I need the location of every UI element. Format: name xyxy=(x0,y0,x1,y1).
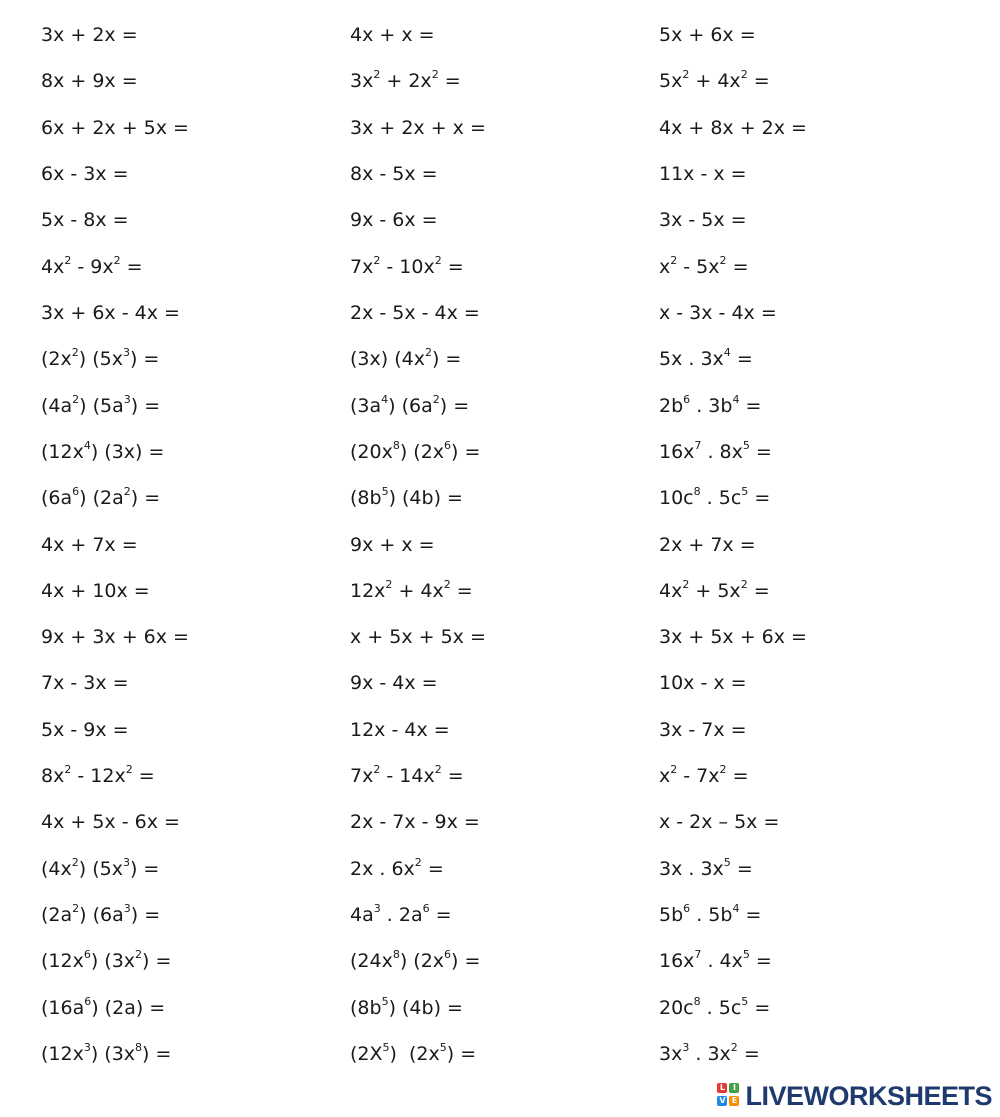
exercise-expression: x + 5x + 5x = xyxy=(350,626,486,648)
exercise-expression: 9x + 3x + 6x = xyxy=(41,626,189,648)
exercise-expression: 5x + 6x = xyxy=(659,24,756,46)
exercise-expression: $4x^2 + 5x^2$ = xyxy=(659,577,770,602)
exercise-row xyxy=(0,576,1000,606)
exercise-expression: $10c^8$ . $5c^5$ = xyxy=(659,484,771,509)
exercise-expression: $(12x^6) (3x^2)$ = xyxy=(41,947,172,972)
exercise-row xyxy=(0,159,1000,189)
exercise-expression: 8x + 9x = xyxy=(41,70,138,92)
exercise-row xyxy=(0,807,1000,837)
exercise-expression: $(2x^2) (5x^3)$ = xyxy=(41,345,160,370)
exercise-expression: (3x) $(4x^2)$ = xyxy=(350,345,462,370)
exercise-row xyxy=(0,344,1000,374)
exercise-row xyxy=(0,113,1000,143)
exercise-expression: 5x - 9x = xyxy=(41,719,129,741)
exercise-expression: 4x + 10x = xyxy=(41,580,150,602)
exercise-expression: $16x^7$ . $8x^5$ = xyxy=(659,438,772,463)
exercise-expression: 4x + 8x + 2x = xyxy=(659,117,807,139)
exercise-expression: 2x + 7x = xyxy=(659,534,756,556)
exercise-expression: $(8b^5) (4b)$ = xyxy=(350,994,463,1019)
exercise-expression: 5x - 8x = xyxy=(41,209,129,231)
exercise-expression: 3x + 2x + x = xyxy=(350,117,486,139)
exercise-expression: $(12x^3) (3x^8)$ = xyxy=(41,1040,172,1065)
exercise-row xyxy=(0,391,1000,421)
exercise-row xyxy=(0,483,1000,513)
exercise-expression: 3x - 7x = xyxy=(659,719,747,741)
exercise-expression: $(24x^8) (2x^6)$ = xyxy=(350,947,481,972)
exercise-expression: 8x - 5x = xyxy=(350,163,438,185)
exercise-expression: 3x + 2x = xyxy=(41,24,138,46)
exercise-expression: 9x - 4x = xyxy=(350,672,438,694)
liveworksheets-brand xyxy=(717,1079,992,1113)
exercise-expression: 2x - 7x - 9x = xyxy=(350,811,480,833)
exercise-row xyxy=(0,205,1000,235)
exercise-row xyxy=(0,298,1000,328)
exercise-expression: $x^2 - 7x^2$ = xyxy=(659,762,749,787)
exercise-expression: $12x^2 + 4x^2$ = xyxy=(350,577,473,602)
brand-name: LIVEWORKSHEETS xyxy=(745,1080,992,1111)
exercise-expression: 5x . $3x^4$ = xyxy=(659,345,753,370)
exercise-expression: x - 3x - 4x = xyxy=(659,302,777,324)
exercise-expression: 3x + 6x - 4x = xyxy=(41,302,180,324)
exercise-row xyxy=(0,1039,1000,1069)
exercise-expression: $(6a^6) (2a^2)$ = xyxy=(41,484,161,509)
exercise-expression: $5b^6$ . $5b^4$ = xyxy=(659,901,762,926)
exercise-expression: 6x - 3x = xyxy=(41,163,129,185)
exercise-row xyxy=(0,20,1000,50)
exercise-expression: 3x + 5x + 6x = xyxy=(659,626,807,648)
exercise-row xyxy=(0,622,1000,652)
exercise-expression: 2x - 5x - 4x = xyxy=(350,302,480,324)
exercise-expression: 6x + 2x + 5x = xyxy=(41,117,189,139)
exercise-expression: 3x - 5x = xyxy=(659,209,747,231)
exercise-expression: $(2a^2) (6a^3)$ = xyxy=(41,901,161,926)
exercise-expression: $(2X^5) (2x^5)$ = xyxy=(350,1040,477,1065)
exercise-expression: 11x - x = xyxy=(659,163,747,185)
exercise-expression: $(4a^2) (5a^3)$ = xyxy=(41,392,161,417)
exercise-expression: $3x^2 + 2x^2$ = xyxy=(350,67,461,92)
exercise-row xyxy=(0,946,1000,976)
exercise-row xyxy=(0,854,1000,884)
exercise-expression: $4a^3$ . $2a^6$ = xyxy=(350,901,452,926)
exercise-row xyxy=(0,900,1000,930)
exercise-expression: $(20x^8) (2x^6)$ = xyxy=(350,438,481,463)
exercise-row xyxy=(0,993,1000,1023)
exercise-expression: 2x . $6x^2$ = xyxy=(350,855,444,880)
exercise-row xyxy=(0,715,1000,745)
exercise-row xyxy=(0,252,1000,282)
exercise-expression: 7x - 3x = xyxy=(41,672,129,694)
exercise-expression: $x^2 - 5x^2$ = xyxy=(659,253,749,278)
exercise-expression: 10x - x = xyxy=(659,672,747,694)
liveworksheets-logo-icon: L I V E xyxy=(717,1083,741,1109)
exercise-expression: $4x^2 - 9x^2$ = xyxy=(41,253,143,278)
exercise-expression: 4x + x = xyxy=(350,24,435,46)
exercise-expression: $(4x^2) (5x^3)$ = xyxy=(41,855,160,880)
exercise-expression: $20c^8$ . $5c^5$ = xyxy=(659,994,771,1019)
exercise-expression: $16x^7$ . $4x^5$ = xyxy=(659,947,772,972)
exercise-expression: $3x^3$ . $3x^2$ = xyxy=(659,1040,760,1065)
exercise-row xyxy=(0,761,1000,791)
exercise-expression: $(12x^4) (3x)$ = xyxy=(41,438,165,463)
exercise-row xyxy=(0,66,1000,96)
exercise-expression: 12x - 4x = xyxy=(350,719,450,741)
exercise-row xyxy=(0,437,1000,467)
exercise-expression: 9x - 6x = xyxy=(350,209,438,231)
exercise-expression: $7x^2 - 10x^2$ = xyxy=(350,253,464,278)
exercise-expression: $7x^2 - 14x^2$ = xyxy=(350,762,464,787)
exercise-expression: $(8b^5) (4b)$ = xyxy=(350,484,463,509)
exercise-row xyxy=(0,668,1000,698)
exercise-expression: $8x^2 - 12x^2$ = xyxy=(41,762,155,787)
exercise-expression: x - 2x – 5x = xyxy=(659,811,780,833)
exercise-expression: $2b^6$ . $3b^4$ = xyxy=(659,392,762,417)
exercise-expression: $(16a^6) (2a)$ = xyxy=(41,994,166,1019)
exercise-expression: 4x + 5x - 6x = xyxy=(41,811,180,833)
exercise-row xyxy=(0,530,1000,560)
exercise-expression: 9x + x = xyxy=(350,534,435,556)
exercise-expression: 3x . $3x^5$ = xyxy=(659,855,753,880)
exercise-expression: $(3a^4) (6a^2)$ = xyxy=(350,392,470,417)
exercise-expression: $5x^2 + 4x^2$ = xyxy=(659,67,770,92)
exercise-expression: 4x + 7x = xyxy=(41,534,138,556)
